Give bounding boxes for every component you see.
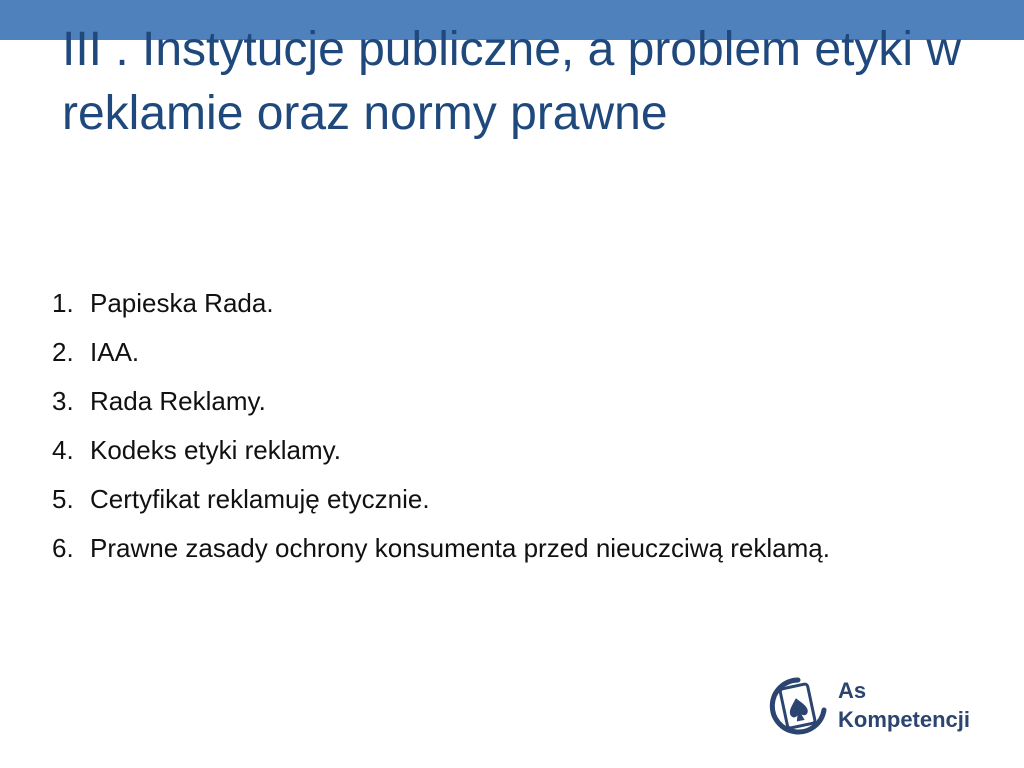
as-kompetencji-logo[interactable]: [766, 672, 1006, 744]
spade-card-icon: [766, 672, 830, 742]
list-item: [52, 288, 972, 319]
list-item-number: 5.: [52, 484, 74, 514]
list-item-number: 1.: [52, 288, 74, 318]
list-item-text: Certyfikat reklamuję etycznie.: [90, 484, 430, 514]
list-item: [52, 484, 972, 515]
list-item-text: IAA.: [90, 337, 140, 367]
content-list: [52, 288, 972, 582]
logo-line-2: Kompetencji: [838, 707, 971, 732]
logo-line-1: As: [838, 678, 867, 703]
list-item-text: Prawne zasady ochrony konsumenta przed nieuczciwą reklamą.: [90, 533, 830, 563]
list-item: [52, 533, 972, 564]
list-item: [52, 337, 972, 368]
logo-wordmark: [838, 676, 970, 734]
list-item-number: 6.: [52, 533, 74, 563]
list-item-text: Papieska Rada.: [90, 288, 274, 318]
list-item-number: 3.: [52, 386, 74, 416]
list-item: [52, 435, 972, 466]
list-item: [52, 386, 972, 417]
list-item-number: 2.: [52, 337, 74, 367]
list-item-number: 4.: [52, 435, 74, 465]
list-item-text: Rada Reklamy.: [90, 386, 266, 416]
slide-title: III . Instytucje publiczne, a problem etyki w reklamie oraz normy prawne: [62, 23, 962, 140]
list-item-text: Kodeks etyki reklamy.: [90, 435, 341, 465]
